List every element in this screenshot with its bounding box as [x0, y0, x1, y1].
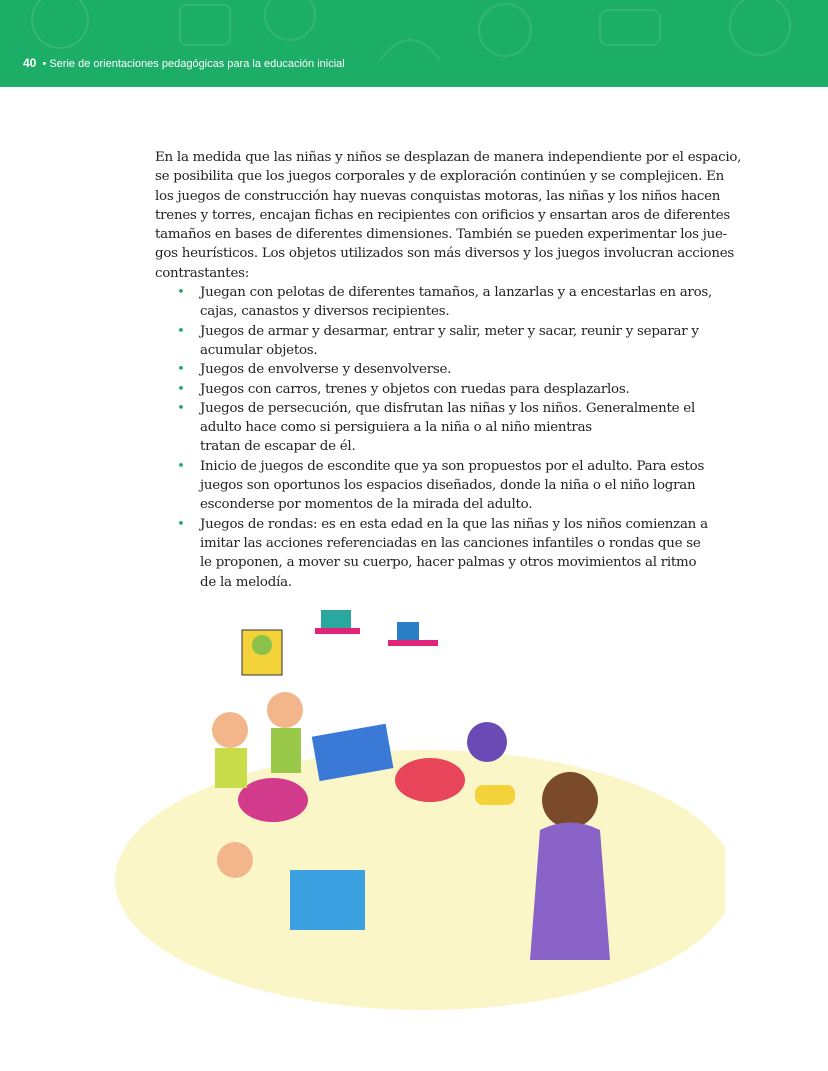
running-title: Serie de orientaciones pedagógicas para la educación inicial — [49, 58, 345, 70]
bullet-item — [155, 457, 705, 515]
bullet-icon: • — [177, 362, 185, 378]
bullet-line: Juegos de armar y desarmar, entrar y salir, meter y sacar, reunir y separar y — [200, 323, 699, 339]
bullet-line: acumular objetos. — [200, 342, 318, 358]
intro-paragraph — [155, 148, 742, 283]
bullet-line: juegos son oportunos los espacios diseñados, donde la niña o el niño logran — [200, 478, 696, 494]
bullet-line: adulto hace como si persiguiera a la niña o al niño mientras — [200, 420, 592, 436]
running-header — [23, 56, 345, 70]
bullet-line: imitar las acciones referenciadas en las canciones infantiles o rondas que se — [200, 535, 701, 551]
open-box — [290, 870, 365, 930]
bullet-icon: • — [177, 458, 185, 474]
bullet-line: esconderse por momentos de la mirada del adulto. — [200, 497, 533, 513]
bullet-line: Juegos con carros, trenes y objetos con ruedas para desplazarlos. — [200, 381, 630, 397]
bullet-icon: • — [177, 285, 185, 301]
bullet-line: Inicio de juegos de escondite que ya son propuestos por el adulto. Para estos — [200, 458, 705, 474]
paragraph-line: tamaños en bases de diferentes dimensiones. También se pueden experimentar los jue- — [155, 227, 727, 243]
body-text — [155, 148, 742, 592]
bullet-item — [155, 360, 680, 379]
bullet-line: de la melodía. — [200, 574, 292, 590]
bullet-line: Juegos de rondas: es en esta edad en la que las niñas y los niños comienzan a — [200, 516, 708, 532]
child — [212, 712, 248, 748]
paragraph-line: trenes y torres, encajan fichas en recipientes con orificios y ensartan aros de diferentes — [155, 207, 730, 223]
toy-car — [475, 785, 515, 805]
page-number: 40 — [23, 56, 37, 70]
bullet-item — [155, 515, 708, 592]
bullet-icon: • — [177, 323, 185, 339]
paragraph-line: contrastantes: — [155, 265, 250, 281]
bullet-item — [155, 283, 713, 322]
toy-pattern-decoration — [0, 0, 828, 87]
separator: • — [42, 58, 47, 70]
illustration-children-playing — [105, 590, 725, 1020]
paragraph-line: gos heurísticos. Los objetos utilizados son más diversos y los juegos involucran acciones — [155, 246, 735, 262]
bullet-list — [155, 283, 713, 592]
adult — [542, 772, 598, 828]
bullet-line: Juegan con pelotas de diferentes tamaños, a lanzarlas y a encestarlas en aros, — [200, 285, 713, 301]
bullet-line: le proponen, a mover su cuerpo, hacer palmas y otros movimientos al ritmo — [200, 555, 697, 571]
bullet-item — [155, 380, 680, 399]
bullet-item — [155, 399, 695, 457]
ball — [467, 722, 507, 762]
shelf — [315, 628, 360, 634]
bullet-line: Juegos de envolverse y desenvolverse. — [200, 362, 452, 378]
paragraph-line: los juegos de construcción hay nuevas conquistas motoras, las niñas y los niños hacen — [155, 188, 721, 204]
bullet-icon: • — [177, 400, 185, 416]
bullet-icon: • — [177, 381, 185, 397]
child — [267, 692, 303, 728]
paragraph-line: se posibilita que los juegos corporales y de exploración continúen y se complejicen. En — [155, 169, 725, 185]
child — [217, 842, 253, 878]
bullet-line: Juegos de persecución, que disfrutan las niñas y los niños. Generalmente el — [200, 400, 695, 416]
bullet-line: cajas, canastos y diversos recipientes. — [200, 304, 450, 320]
cushion — [238, 778, 308, 822]
bullet-icon: • — [177, 516, 185, 532]
shelf — [388, 640, 438, 646]
bullet-line: tratan de escapar de él. — [200, 439, 356, 455]
paragraph-line: En la medida que las niñas y niños se desplazan de manera independiente por el espacio, — [155, 150, 742, 165]
cushion — [395, 758, 465, 802]
bullet-item — [155, 322, 699, 361]
page-header — [0, 0, 828, 87]
